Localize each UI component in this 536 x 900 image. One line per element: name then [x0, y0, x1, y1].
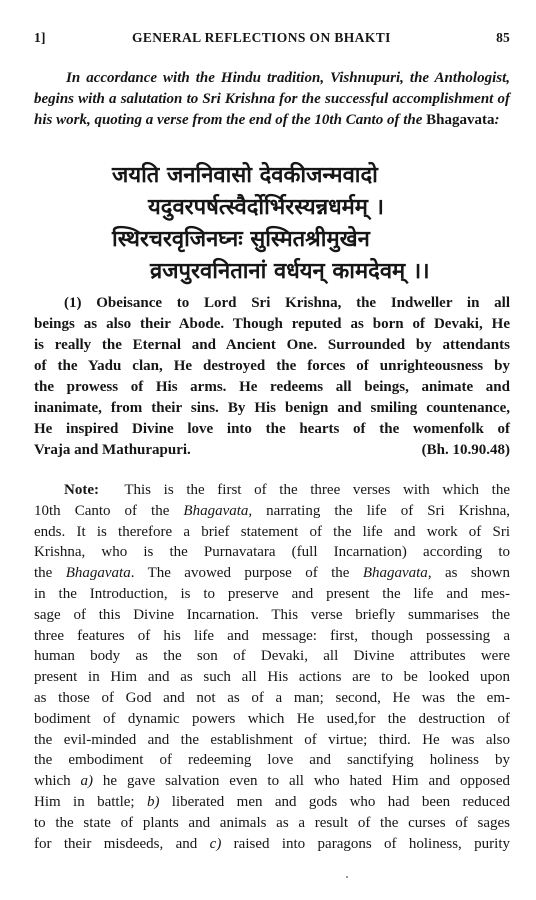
note-line: for their misdeeds, and c) raised into paragons of holiness, purity [34, 835, 510, 852]
note-line: the Bhagavata. The avowed purpose of the Bhagavata, as shown [34, 565, 510, 582]
translation-line: Vraja and Mathurapuri. [34, 442, 191, 458]
translation-paragraph [34, 293, 510, 461]
note-label: Note [64, 482, 94, 498]
running-title: GENERAL REFLECTIONS ON BHAKTI [132, 30, 391, 45]
ink-speck [346, 876, 348, 878]
translation-line: inanimate, from their sins. By His benign and smiling countenance, [34, 400, 510, 416]
note-line: sage of this Divine Incarnation. This verse briefly summarises the [34, 606, 510, 623]
note-line: present in Him and as such all His actions are to be looked upon [34, 669, 510, 686]
translation-line: He inspired Divine love into the hearts of the womenfolk of [34, 421, 510, 437]
note-paragraph [34, 480, 510, 854]
note-line: as those of God and not as of a man; second, He was the em- [34, 689, 510, 706]
note-line: Him in battle; b) liberated men and gods who had been reduced [34, 793, 510, 810]
note-line: which a) he gave salvation even to all who hated Him and opposed [34, 773, 510, 790]
note-line: the evil-minded and the establishment of virtue; third. He was also [34, 731, 510, 748]
note-line: Note: This is the first of the three verses with which the [64, 482, 510, 498]
translation-line: of the Yadu clan, He destroyed the forces of unrighteousness by [34, 358, 510, 374]
note-line: human body as the son of Devaki, all Divine attributes were [34, 648, 510, 665]
intro-paragraph [34, 68, 510, 131]
translation-last-line [34, 440, 510, 461]
note-line: ends. It is therefore a brief statement of the life and work of Sri [34, 523, 510, 540]
note-line: bodiment of dynamic powers which He used,for the destruction of [34, 710, 510, 727]
chapter-marker: 1] [34, 30, 46, 45]
verse-line-1: जयति जननिवासो देवकीजन्मवादो [112, 163, 378, 188]
verse-reference: (Bh. 10.90.48) [421, 442, 510, 458]
note-colon: : [94, 482, 99, 498]
running-header [34, 30, 510, 50]
verse-line-4: व्रजपुरवनितानां वर्धयन् कामदेवम् ।। [150, 259, 430, 284]
translation-line: the prowess of His arms. He redeems all beings, animate and [34, 379, 510, 395]
note-line: 10th Canto of the Bhagavata, narrating the life of Sri Krishna, [34, 502, 510, 519]
translation-line: beings as also their Abode. Though reputed as born of Devaki, He [34, 316, 510, 332]
note-line: the embodiment of redeeming love and sanctifying holiness by [34, 752, 510, 769]
verse-line-2: यदुवरपर्षत्स्वैर्दोर्भिरस्यन्नधर्मम् । [148, 195, 384, 220]
note-line: Krishna, who is the Purnavatara (full Incarnation) according to [34, 544, 510, 561]
translation-line: (1) Obeisance to Lord Sri Krishna, the Indweller in all [64, 295, 510, 311]
page-number: 85 [496, 30, 510, 45]
note-line: to the state of plants and animals as a result of the curses of sages [34, 814, 510, 831]
note-line: three features of his life and message: first, though possessing a [34, 627, 510, 644]
note-line: in the Introduction, is to preserve and present the life and mes- [34, 585, 510, 602]
intro-text: In accordance with the Hindu tradition, Vishnupuri, the Anthologist, begins with a salutation to Sri Krishna for the successful accomplishment of his work, quoting a verse from the end of the 10th Canto of the [34, 70, 510, 128]
verse-line-3: स्थिरचरवृजिनघ्नः सुस्मितश्रीमुखेन [112, 227, 370, 252]
intro-bhagavata: Bhagavata [426, 112, 495, 128]
translation-line: is really the Eternal and Ancient One. Surrounded by attendants [34, 337, 510, 353]
intro-colon: : [494, 112, 500, 128]
